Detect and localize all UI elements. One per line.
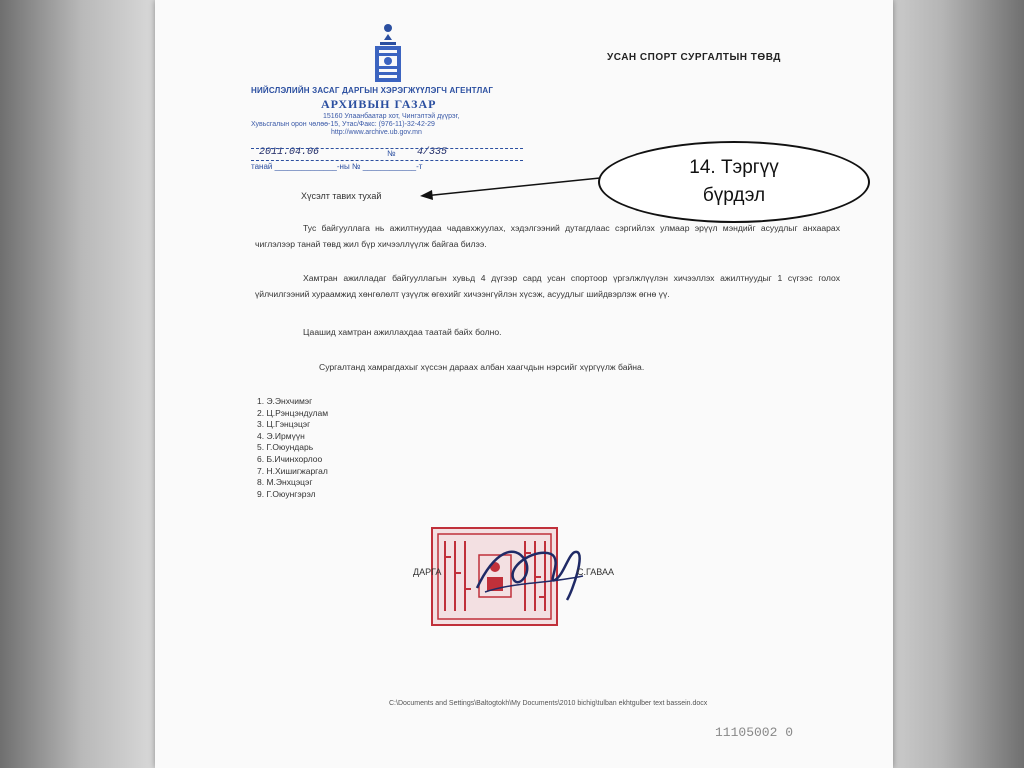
handwritten-number: 4/335 xyxy=(417,147,448,158)
staff-name-list xyxy=(257,396,328,500)
soyombo-emblem-icon xyxy=(369,22,407,86)
address-line: 15160 Улаанбаатар хот, Чингэлтэй дүүрэг, xyxy=(323,113,460,120)
list-item: 7. Н.Хишигжаргал xyxy=(257,465,328,476)
list-item: 2. Ц.Рэнцэндулам xyxy=(257,407,329,418)
reference-underline xyxy=(251,160,523,161)
handwritten-signature xyxy=(455,530,595,610)
body-paragraph: Тус байгууллага нь ажилтнуудаа чадавхжуулах, хэдэлгээний дутагдлаас сэргийлэх улмаар эрүүл мэндийг асуудлыг анхаарах чиглэлээр танай төвд жил бүр хичээллүүлж байгаа билээ. xyxy=(255,223,840,249)
website-line: http://www.archive.ub.gov.mn xyxy=(331,129,422,136)
talai-reference-line: танай ______________-ны № ____________-т xyxy=(251,162,423,171)
subject-line: Хүсэлт тавих тухай xyxy=(301,191,382,201)
address-line: Хувьсгалын орон чөлөө-15, Утас/Факс: (976-11)-32-42-29 xyxy=(251,121,435,128)
document-page xyxy=(155,0,893,768)
callout-line: 14. Тэргүү xyxy=(689,157,779,178)
handwritten-date: 2011.04.06 xyxy=(259,147,320,158)
signatory-name: С.ГАВАА xyxy=(577,567,614,577)
signatory-title: ДАРГА xyxy=(413,567,442,577)
body-paragraph: Цаашид хамтран ажиллахдаа таатай байх болно. xyxy=(303,327,502,337)
list-item: 4. Э.Ирмүүн xyxy=(257,430,305,441)
department-name: АРХИВЫН ГАЗАР xyxy=(321,97,437,111)
document-serial-number: 11105002 0 xyxy=(715,725,794,740)
list-item: 1. Э.Энхчимэг xyxy=(257,396,313,406)
reference-underline xyxy=(251,148,523,149)
body-paragraph: Сургалтанд хамрагдахыг хүссэн дараах албан хаагчдын нэрсийг хүргүүлж байна. xyxy=(319,362,645,372)
file-path-footer: C:\Documents and Settings\Baltogtokh\My Documents\2010 bichig\tulban ekhtgulber text bassein.docx xyxy=(389,700,708,707)
annotation-callout xyxy=(598,141,870,223)
list-item: 6. Б.Ичинхорлоо xyxy=(257,453,323,464)
number-label: № xyxy=(387,149,396,158)
list-item: 3. Ц.Гэнцэцэг xyxy=(257,419,311,430)
callout-line: бүрдэл xyxy=(702,185,766,206)
list-item: 8. М.Энхцэцэг xyxy=(257,477,313,488)
recipient-heading: УСАН СПОРТ СУРГАЛТЫН ТӨВД xyxy=(607,52,781,63)
list-item: 5. Г.Оюундарь xyxy=(257,442,314,453)
agency-name: НИЙСЛЭЛИЙН ЗАСАГ ДАРГЫН ХЭРЭГЖҮҮЛЭГЧ АГЕНТЛАГ xyxy=(251,86,494,95)
list-item: 9. Г.Оюунгэрэл xyxy=(257,488,316,499)
body-paragraph: Хамтран ажилладаг байгууллагын хувьд 4 дүгээр сард усан спортоор үргэлжлүүлэн хичээллэх ажилтнуудыг 1 сүгээс голох үйлчилгээний хураамжид хөнгөлөлт үзүүлж өгөхийг хичээнгүйлэн хүсэж, асуудлыг шийдвэрлэж өгнө үү. xyxy=(255,273,840,299)
